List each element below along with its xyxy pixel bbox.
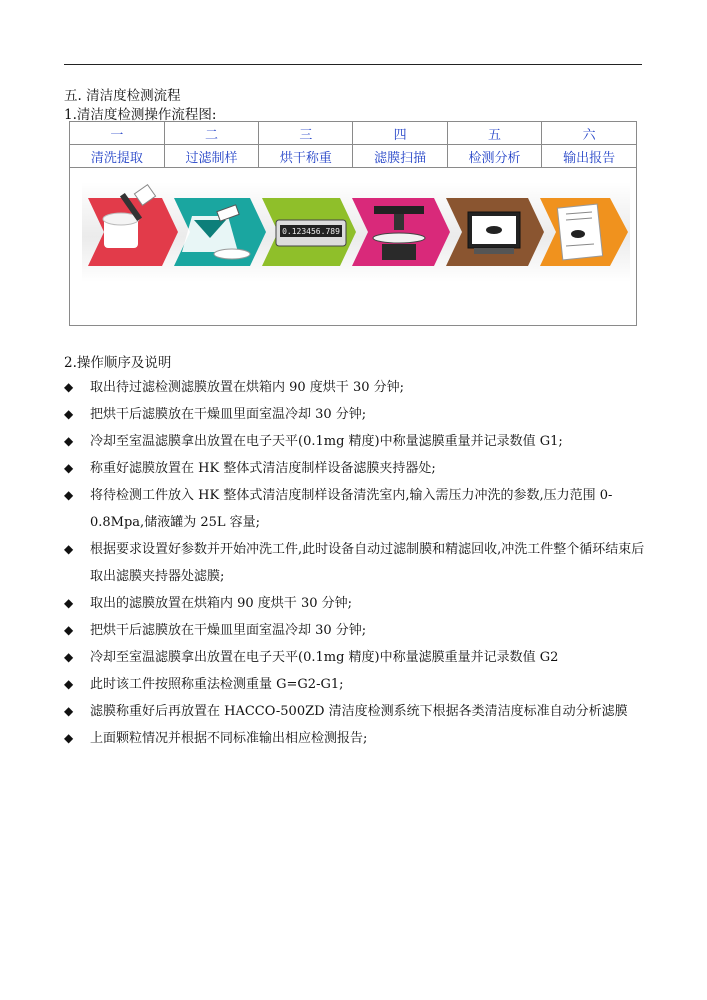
instruction-list	[64, 374, 654, 752]
step-label: 过滤制样	[164, 145, 258, 168]
step-number: 三	[259, 122, 353, 145]
list-item: ◆ 根据要求设置好参数并开始冲洗工件,此时设备自动过滤制膜和精滤回收,冲洗工件整个循环结束后取出滤膜夹持器处滤膜;	[64, 536, 654, 590]
section2-title: 2.操作顺序及说明	[64, 355, 172, 371]
diamond-bullet-icon: ◆	[64, 542, 74, 556]
step-label: 滤膜扫描	[353, 145, 447, 168]
diamond-bullet-icon: ◆	[64, 704, 74, 718]
diamond-bullet-icon: ◆	[64, 677, 74, 691]
analysis-arrow-icon	[446, 198, 544, 266]
list-item: ◆ 取出的滤膜放置在烘箱内 90 度烘干 30 分钟;	[64, 590, 654, 617]
step-number: 二	[164, 122, 258, 145]
diamond-bullet-icon: ◆	[64, 461, 74, 475]
step-label: 烘干称重	[259, 145, 353, 168]
step-number-row	[70, 122, 636, 145]
list-item: ◆ 滤膜称重好后再放置在 HACCO-500ZD 清洁度检测系统下根据各类清洁度标准自动分析滤膜	[64, 698, 654, 725]
list-item: ◆ 把烘干后滤膜放在干燥皿里面室温冷却 30 分钟;	[64, 401, 654, 428]
list-item: ◆ 冷却至室温滤膜拿出放置在电子天平(0.1mg 精度)中称量滤膜重量并记录数值 G1;	[64, 428, 654, 455]
process-illustration-strip	[82, 182, 630, 282]
step-label: 清洗提取	[70, 145, 164, 168]
step-label: 检测分析	[447, 145, 541, 168]
header-rule	[64, 64, 642, 65]
balance-readout: 0.123456.789	[282, 227, 340, 236]
step-number: 六	[542, 122, 636, 145]
list-item: ◆ 上面颗粒情况并根据不同标准输出相应检测报告;	[64, 725, 654, 752]
filtration-arrow-icon	[174, 198, 266, 266]
section-title: 五. 清洁度检测流程	[64, 88, 181, 104]
subsection-title: 1.清洁度检测操作流程图:	[64, 107, 217, 123]
list-item: ◆ 冷却至室温滤膜拿出放置在电子天平(0.1mg 精度)中称量滤膜重量并记录数值 G2	[64, 644, 654, 671]
diamond-bullet-icon: ◆	[64, 488, 74, 502]
diamond-bullet-icon: ◆	[64, 623, 74, 637]
diamond-bullet-icon: ◆	[64, 731, 74, 745]
extraction-arrow-icon	[88, 185, 178, 266]
diamond-bullet-icon: ◆	[64, 596, 74, 610]
balance-arrow-icon	[262, 198, 356, 266]
step-number: 四	[353, 122, 447, 145]
process-arrows-svg	[82, 182, 630, 282]
list-item: ◆ 取出待过滤检测滤膜放置在烘箱内 90 度烘干 30 分钟;	[64, 374, 654, 401]
diamond-bullet-icon: ◆	[64, 650, 74, 664]
diamond-bullet-icon: ◆	[64, 407, 74, 421]
flow-chart-box	[69, 121, 637, 326]
scanner-arrow-icon	[352, 198, 450, 266]
step-label-row	[70, 145, 636, 168]
report-arrow-icon	[540, 198, 628, 266]
diamond-bullet-icon: ◆	[64, 434, 74, 448]
flow-step-table	[70, 122, 636, 168]
list-item: ◆ 将待检测工件放入 HK 整体式清洁度制样设备清洗室内,输入需压力冲洗的参数,压力范围 0-0.8Mpa,储液罐为 25L 容量;	[64, 482, 654, 536]
list-item: ◆ 此时该工件按照称重法检测重量 G=G2-G1;	[64, 671, 654, 698]
step-label: 输出报告	[542, 145, 636, 168]
step-number: 一	[70, 122, 164, 145]
list-item: ◆ 把烘干后滤膜放在干燥皿里面室温冷却 30 分钟;	[64, 617, 654, 644]
step-number: 五	[447, 122, 541, 145]
diamond-bullet-icon: ◆	[64, 380, 74, 394]
list-item: ◆ 称重好滤膜放置在 HK 整体式清洁度制样设备滤膜夹持器处;	[64, 455, 654, 482]
